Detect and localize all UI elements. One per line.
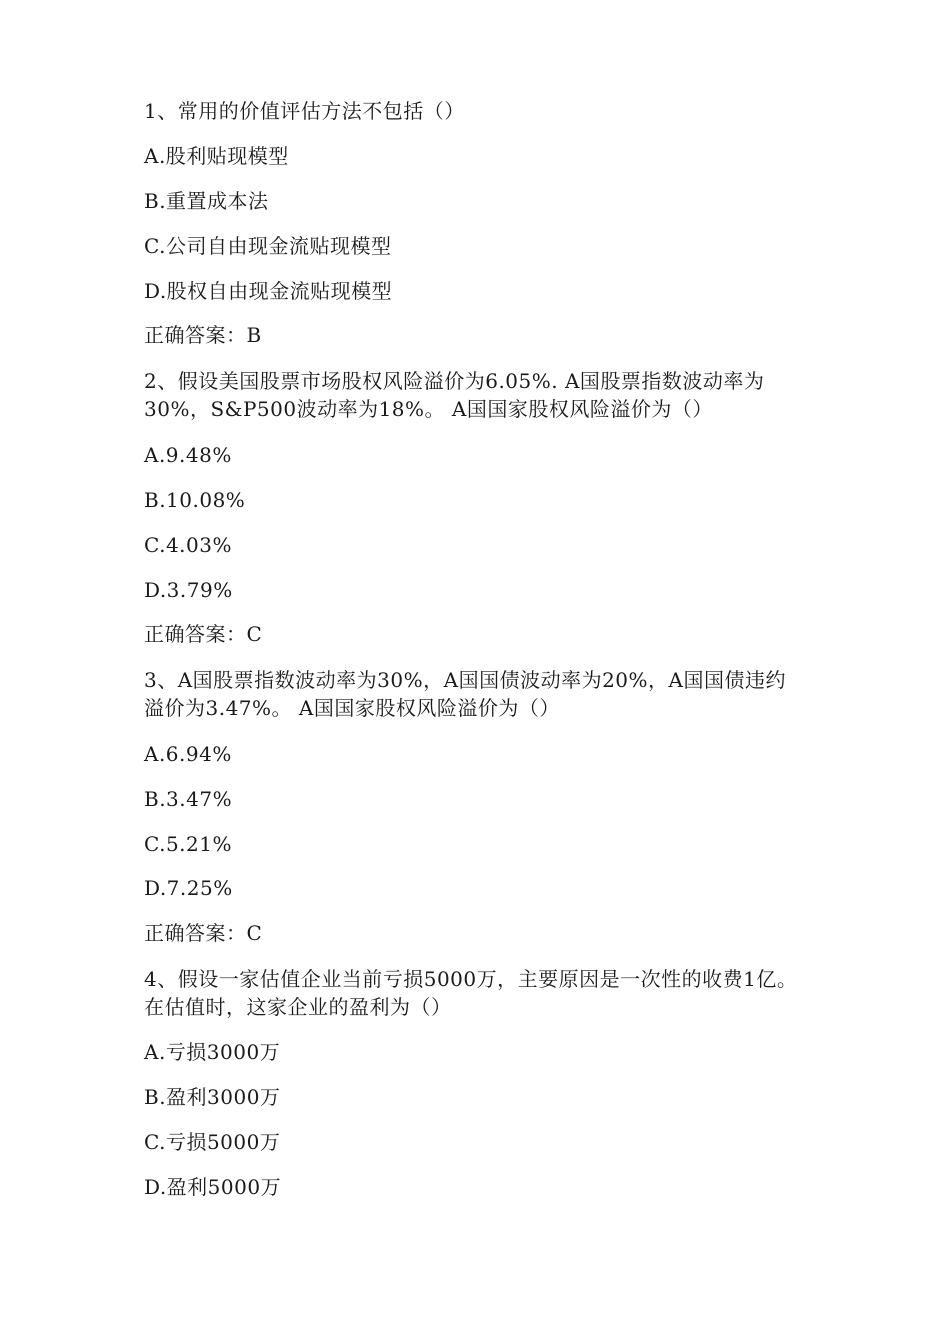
- question-2-option-d: D.3.79%: [144, 578, 233, 602]
- question-2-stem: 2、假设美国股票市场股权风险溢价为6.05%. A国股票指数波动率为30%，S&P500波动率为18%。 A国国家股权风险溢价为（）: [144, 369, 765, 421]
- question-4-stem: 4、假设一家估值企业当前亏损5000万，主要原因是一次性的收费1亿。在估值时，这家企业的盈利为（）: [144, 967, 798, 1019]
- question-4-option-d: D.盈利5000万: [144, 1175, 282, 1199]
- question-3-option-b: B.3.47%: [144, 787, 233, 811]
- question-1-option-a: A.股利贴现模型: [144, 144, 289, 168]
- question-4-option-a: A.亏损3000万: [144, 1040, 281, 1064]
- question-3-option-c: C.5.21%: [144, 832, 232, 856]
- question-1-option-b: B.重置成本法: [144, 189, 269, 213]
- question-1-answer: 正确答案：B: [144, 323, 262, 347]
- question-2-answer: 正确答案：C: [144, 622, 263, 646]
- question-1-option-d: D.股权自由现金流贴现模型: [144, 279, 393, 303]
- question-1-stem: 1、常用的价值评估方法不包括（）: [144, 99, 465, 123]
- question-3-option-a: A.6.94%: [144, 742, 232, 766]
- question-3-option-d: D.7.25%: [144, 876, 233, 900]
- question-3-stem: 3、A国股票指数波动率为30%，A国国债波动率为20%，A国国债违约溢价为3.47%。 A国国家股权风险溢价为（）: [144, 668, 786, 720]
- question-2-option-c: C.4.03%: [144, 533, 232, 557]
- question-2-option-b: B.10.08%: [144, 488, 246, 512]
- question-4-option-b: B.盈利3000万: [144, 1085, 281, 1109]
- question-1-option-c: C.公司自由现金流贴现模型: [144, 234, 392, 258]
- question-3-answer: 正确答案：C: [144, 921, 263, 945]
- question-4-option-c: C.亏损5000万: [144, 1130, 281, 1154]
- question-2-option-a: A.9.48%: [144, 443, 232, 467]
